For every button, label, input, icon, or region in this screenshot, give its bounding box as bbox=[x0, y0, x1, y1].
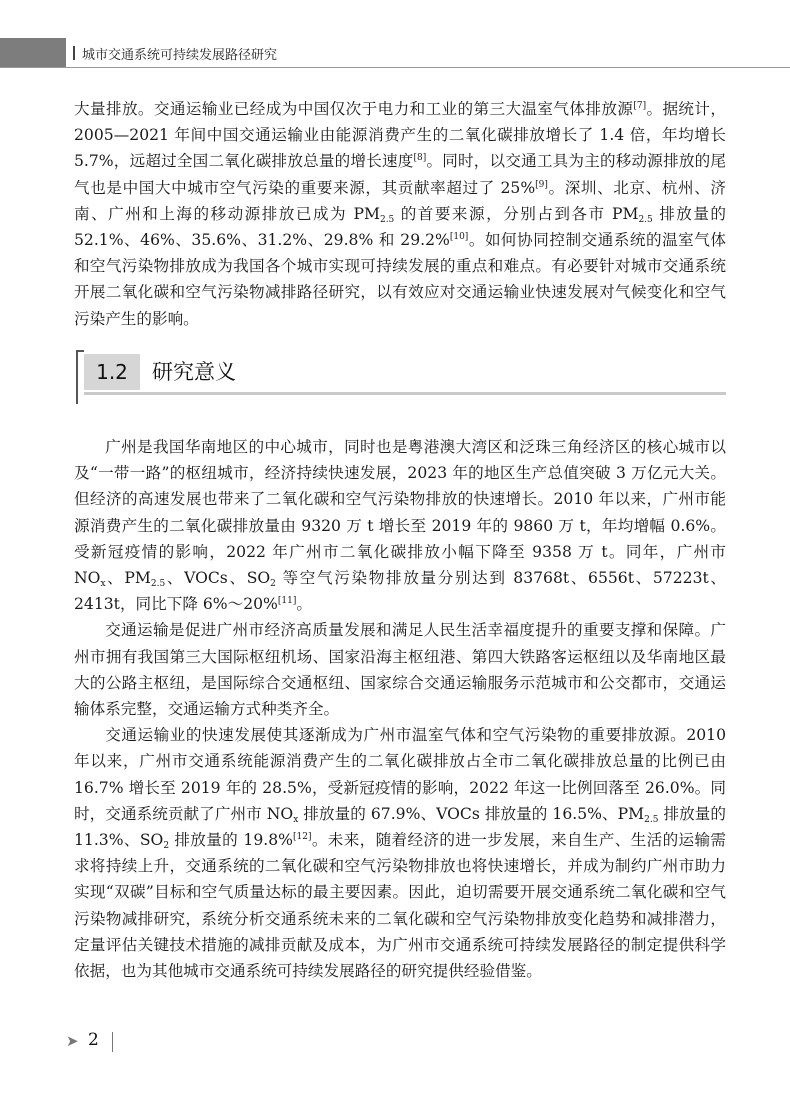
subscript: 2 bbox=[270, 579, 276, 590]
intro-paragraph-1 bbox=[74, 96, 726, 332]
text-run: 排放量的 11.3%、SO bbox=[74, 804, 726, 850]
subscript: x bbox=[100, 579, 106, 590]
text-run: 。据统计，2005—2021 年间中国交通运输业由能源消费产生的二氧化碳排放增长了 1.4 倍，年均增长 5.7%，远超过全国二氧化碳排放总量的增长速度 bbox=[74, 100, 726, 171]
footer-separator bbox=[112, 1032, 113, 1052]
page-arrow-icon: ➤ bbox=[66, 1032, 79, 1050]
citation-8: [8] bbox=[413, 153, 427, 164]
subscript: 2.5 bbox=[644, 814, 659, 825]
subscript: 2.5 bbox=[150, 579, 166, 590]
text-run: 的首要来源，分别占到各市 PM bbox=[394, 204, 639, 223]
citation-11: [11] bbox=[277, 596, 297, 607]
citation-12: [12] bbox=[292, 832, 312, 843]
page-number: 2 bbox=[88, 1030, 99, 1050]
text-run: 大量排放。交通运输业已经成为中国仅次于电力和工业的第三大温室气体排放源 bbox=[74, 100, 634, 118]
header-separator bbox=[73, 46, 75, 60]
header-grey-block bbox=[0, 38, 66, 68]
running-header-title: 城市交通系统可持续发展路径研究 bbox=[82, 48, 278, 63]
citation-10: [10] bbox=[449, 232, 469, 243]
text-run: 排放量的 19.8% bbox=[169, 831, 293, 850]
running-header bbox=[0, 38, 790, 68]
text-run: 排放量的 52.1%、46%、35.6%、31.2%、29.8% 和 29.2% bbox=[74, 204, 726, 250]
heading-underline bbox=[84, 392, 726, 395]
text-run: 。未来，随着经济的进一步发展，来自生产、生活的运输需求将持续上升，交通系统的二氧化碳和空气污染物排放也将快速增长，并成为制约广州市助力实现“双碳”目标和空气质量达标的最主要因素。因此，迫切需要开展交通系统二氧化碳和空气污染物减排研究，系统分析交通系统未来的二氧化碳和空气污染物排放变化趋势和减排潜力，定量评估关键技术措施的减排贡献及成本，为广州市交通系统可持续发展路径的制定提供科学依据，也为其他城市交通系统可持续发展路径的研究提供经验借鉴。 bbox=[74, 831, 726, 981]
significance-text-block bbox=[74, 434, 726, 984]
subscript: 2.5 bbox=[638, 214, 653, 225]
text-run: 。同时，以交通工具为主的移动源排放的尾气也是中国大中城市空气污染的重要来源，其贡献率超过了 25% bbox=[74, 152, 726, 197]
text-run: 、VOCs、SO bbox=[165, 569, 271, 588]
text-run: 。 bbox=[296, 595, 312, 614]
section-heading bbox=[76, 350, 726, 410]
text-run: 、PM bbox=[105, 569, 151, 588]
significance-paragraph-3 bbox=[74, 722, 726, 984]
text-run: 。深圳、北京、杭州、济南、广州和上海的移动源排放已成为 PM bbox=[74, 178, 726, 223]
intro-text-block bbox=[74, 96, 726, 332]
subscript: x bbox=[293, 814, 299, 825]
subscript: 2.5 bbox=[379, 214, 395, 225]
significance-paragraph-2: 交通运输是促进广州市经济高质量发展和满足人民生活幸福度提升的重要支撑和保障。广州市拥有我国第三大国际枢纽机场、国家沿海主枢纽港、第四大铁路客运枢纽以及华南地区最大的公路主枢纽，是国际综合交通枢纽、国家综合交通运输服务示范城市和公交都市，交通运输体系完整，交通运输方式种类齐全。 bbox=[74, 621, 726, 719]
text-run: 等空气污染物排放量分别达到 83768t、6556t、57223t、2413t，同比下降 6%～20% bbox=[74, 569, 726, 614]
significance-paragraph-1 bbox=[74, 434, 726, 617]
heading-bracket bbox=[76, 350, 84, 404]
citation-7: [7] bbox=[633, 101, 647, 111]
header-rule bbox=[0, 67, 790, 68]
text-run: 。如何协同控制交通系统的温室气体和空气污染物排放成为我国各个城市实现可持续发展的重点和难点。有必要针对城市交通系统开展二氧化碳和空气污染物减排路径研究，以有效应对交通运输业快速发展对气候变化和空气污染产生的影响。 bbox=[74, 231, 726, 328]
text-run: 广州是我国华南地区的中心城市，同时也是粤港澳大湾区和泛珠三角经济区的核心城市以及“一带一路”的枢纽城市，经济持续快速发展，2023 年的地区生产总值突破 3 万亿元大关。但经济的高速发展也带来了二氧化碳和空气污染物排放的快速增长。2010 年以来，广州市能源消费产生的二氧化碳排放量由 9320 万 t 增长至 2019 年的 9860 万 t，年均增幅 0.6%。受新冠疫情的影响，2022 年广州市二氧化碳排放小幅下降至 9358 万 t。同年，广州市 NO bbox=[74, 438, 726, 588]
subscript: 2 bbox=[163, 841, 170, 852]
text-run: 排放量的 67.9%、VOCs 排放量的 16.5%、PM bbox=[298, 804, 645, 823]
section-title: 研究意义 bbox=[152, 360, 236, 384]
citation-9: [9] bbox=[535, 179, 548, 190]
text-run: 交通运输业的快速发展使其逐渐成为广州市温室气体和空气污染物的重要排放源。2010 年以来，广州市交通系统能源消费产生的二氧化碳排放占全市二氧化碳排放总量的比例已由 16.7% 增长至 2019 年的 28.5%，受新冠疫情的影响，2022 年这一比例回落至 26.0%。同时，交通系统贡献了广州市 NO bbox=[74, 726, 726, 823]
section-number: 1.2 bbox=[84, 354, 140, 390]
